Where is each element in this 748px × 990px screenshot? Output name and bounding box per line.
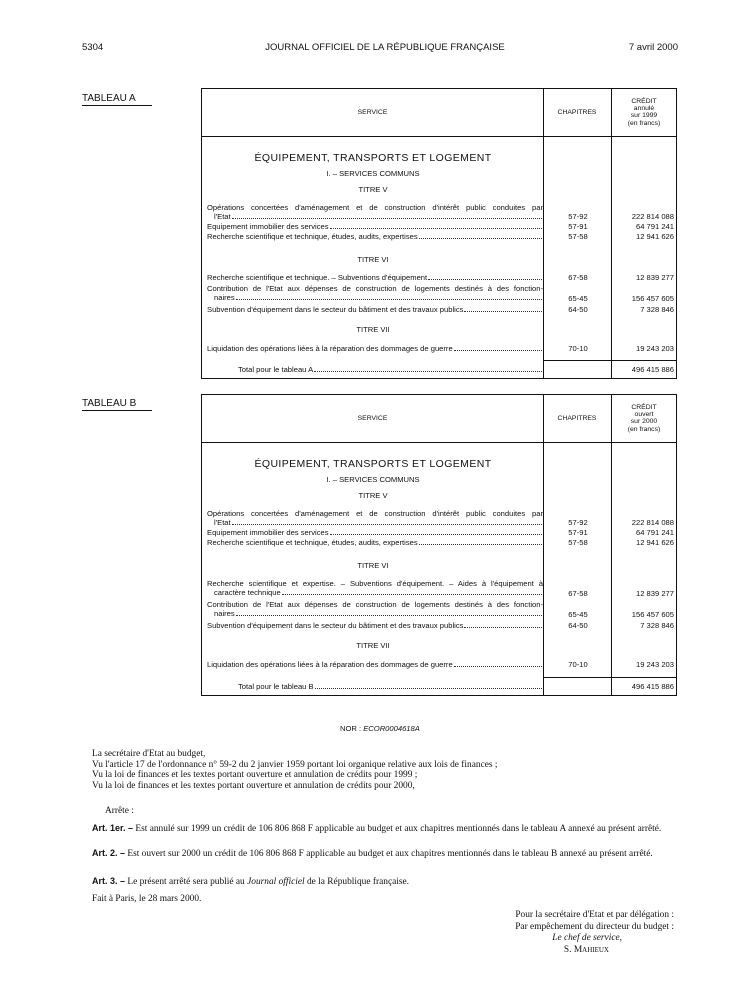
col-credit-header: CRÉDIT annulé sur 1999 (en francs)	[627, 98, 661, 127]
table-row: Recherche scientifique et technique, études, audits, expertises	[207, 538, 543, 547]
titre-heading: TITRE VI	[357, 255, 389, 264]
table-row: Subvention d'équipement dans le secteur du bâtiment et des travaux publics	[207, 621, 543, 630]
total-amount: 496 415 886	[631, 365, 674, 374]
amount: 19 243 203	[635, 344, 674, 353]
chapter-code: 57-58	[568, 538, 588, 547]
ministry-title: ÉQUIPEMENT, TRANSPORTS ET LOGEMENT	[254, 152, 492, 164]
tableau-b-label: TABLEAU B	[82, 398, 152, 411]
chapter-code: 64-50	[568, 621, 588, 630]
total-row: Total pour le tableau A	[238, 365, 543, 374]
col-chapitres-header: CHAPITRES	[557, 415, 597, 422]
amount: 64 791 241	[635, 222, 674, 231]
table-row: Equipement immobilier des services	[207, 222, 543, 231]
signatory-name: S. Mahieux	[563, 945, 609, 955]
total-amount: 496 415 886	[631, 682, 674, 691]
tableau-a	[201, 88, 677, 379]
article-2: Art. 2. – Est ouvert sur 2000 un crédit de 106 806 868 F applicable au budget et aux chapitres mentionnés dans le tableau B annexé au présent arrêté.	[92, 848, 653, 859]
chapter-code: 57-91	[568, 528, 588, 537]
chapter-code: 57-91	[568, 222, 588, 231]
amount: 222 814 088	[631, 518, 674, 527]
col-chapitres-header: CHAPITRES	[557, 109, 597, 116]
table-row: Contribution de l'Etat aux dépenses de construction de logements destinés à des fonction- naires	[207, 600, 543, 618]
chapter-code: 57-92	[568, 212, 588, 221]
nor-reference: NOR : ECOR0004618A	[340, 724, 420, 733]
table-row: Recherche scientifique et expertise. – Subventions d'équipement. – Aides à l'équipement à caractère technique	[207, 579, 543, 597]
chapter-code: 65-45	[568, 294, 588, 303]
amount: 222 814 088	[631, 212, 674, 221]
tableau-a-label: TABLEAU A	[82, 93, 152, 106]
total-row: Total pour le tableau B	[238, 682, 543, 691]
table-row: Liquidation des opérations liées à la réparation des dommages de guerre	[207, 344, 543, 353]
amount: 12 941 626	[635, 232, 674, 241]
signature-title: Le chef de service,	[552, 933, 622, 943]
ministry-title: ÉQUIPEMENT, TRANSPORTS ET LOGEMENT	[254, 458, 492, 470]
amount: 19 243 203	[635, 660, 674, 669]
table-row: Equipement immobilier des services	[207, 528, 543, 537]
article-1: Art. 1er. – Est annulé sur 1999 un crédit de 106 806 868 F applicable au budget et aux chapitres mentionnés dans le tableau A annexé au présent arrêté.	[92, 823, 662, 834]
titre-heading: TITRE VII	[356, 325, 390, 334]
table-row: Liquidation des opérations liées à la réparation des dommages de guerre	[207, 660, 543, 669]
col-service-header: SERVICE	[357, 109, 388, 116]
titre-heading: TITRE VII	[356, 641, 390, 650]
amount: 12 839 277	[635, 273, 674, 282]
titre-heading: TITRE V	[358, 185, 388, 194]
chapter-code: 57-58	[568, 232, 588, 241]
amount: 64 791 241	[635, 528, 674, 537]
signature-line: Pour la secrétaire d'Etat et par délégation :	[515, 910, 674, 920]
table-row: Contribution de l'Etat aux dépenses de construction de logements destinés à des fonction- naires	[207, 284, 543, 302]
col-credit-header: CRÉDIT ouvert sur 2000 (en francs)	[627, 404, 661, 433]
table-row: Opérations concertées d'aménagement et de construction d'intérêt public conduites par l'Etat	[207, 509, 543, 527]
table-row: Subvention d'équipement dans le secteur du bâtiment et des travaux publics	[207, 305, 543, 314]
chapter-code: 67-58	[568, 589, 588, 598]
arrete-heading: Arrête :	[105, 806, 134, 816]
amount: 12 839 277	[635, 589, 674, 598]
chapter-code: 70-10	[568, 344, 588, 353]
page-number: 5304	[82, 42, 104, 53]
article-3: Art. 3. – Le présent arrêté sera publié au Journal officiel de la République française.	[92, 876, 410, 887]
table-row: Recherche scientifique et technique. – Subventions d'équipement	[207, 273, 543, 282]
titre-heading: TITRE V	[358, 491, 388, 500]
chapter-code: 65-45	[568, 610, 588, 619]
table-row: Recherche scientifique et technique, études, audits, expertises	[207, 232, 543, 241]
amount: 12 941 626	[635, 538, 674, 547]
amount: 156 457 605	[631, 610, 674, 619]
section-title: I. – SERVICES COMMUNS	[326, 169, 420, 178]
fait-a-paris: Fait à Paris, le 28 mars 2000.	[92, 894, 202, 904]
chapter-code: 67-58	[568, 273, 588, 282]
amount: 7 328 846	[640, 621, 674, 630]
amount: 7 328 846	[640, 305, 674, 314]
chapter-code: 57-92	[568, 518, 588, 527]
chapter-code: 64-50	[568, 305, 588, 314]
tableau-b	[201, 394, 677, 696]
visas: La secrétaire d'Etat au budget, Vu l'article 17 de l'ordonnance n° 59-2 du 2 janvier 1959 portant loi organique relative aux lois de finances ; Vu la loi de finances et les textes portant ouverture et annulation de crédits pour 1999 ; Vu la loi de finances et les textes portant ouverture et annulation de crédits pour 2000,	[92, 749, 498, 791]
amount: 156 457 605	[631, 294, 674, 303]
page-date: 7 avril 2000	[628, 42, 678, 53]
section-title: I. – SERVICES COMMUNS	[326, 475, 420, 484]
journal-title: JOURNAL OFFICIEL DE LA RÉPUBLIQUE FRANÇAISE	[265, 42, 505, 53]
titre-heading: TITRE VI	[357, 561, 389, 570]
chapter-code: 70-10	[568, 660, 588, 669]
col-service-header: SERVICE	[357, 415, 388, 422]
signature-line: Par empêchement du directeur du budget :	[515, 922, 674, 932]
table-row: Opérations concertées d'aménagement et de construction d'intérêt public conduites par l'Etat	[207, 203, 543, 221]
